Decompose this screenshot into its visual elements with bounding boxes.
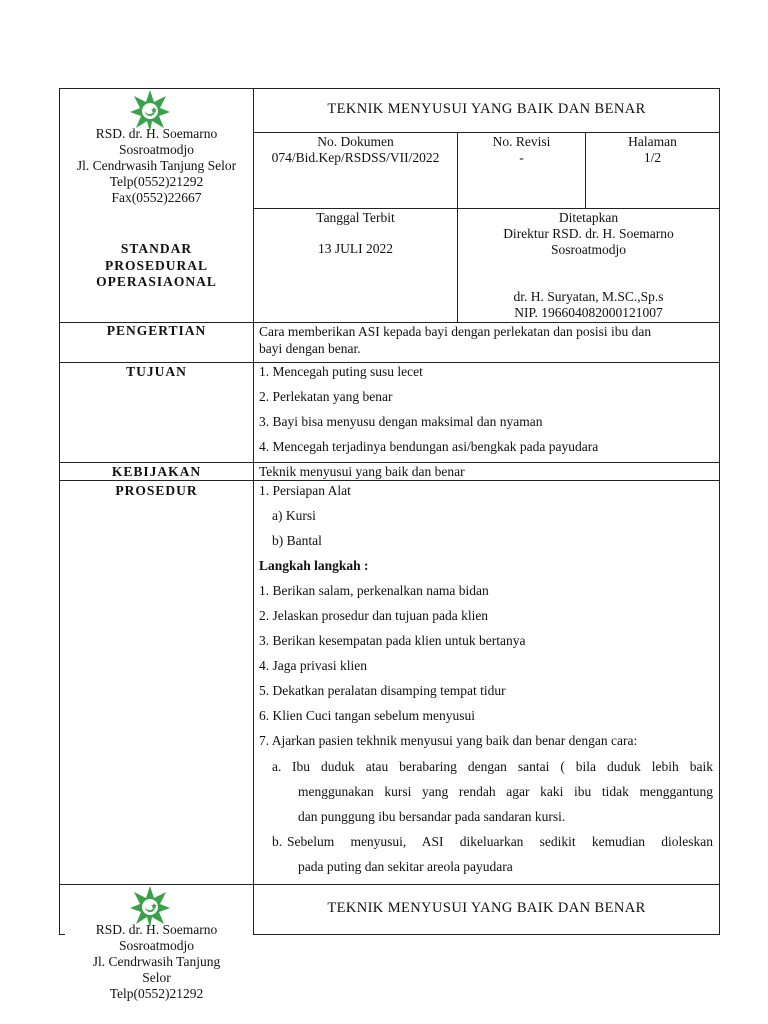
sub-item-b-marker: b. — [272, 834, 283, 849]
table-right-border — [719, 88, 720, 934]
issue-date-cell — [254, 210, 457, 257]
header-line-1 — [253, 132, 720, 133]
alat-item: a) Kursi — [272, 508, 316, 523]
tujuan-label: TUJUAN — [126, 364, 187, 379]
page-number-value: 1/2 — [643, 150, 662, 165]
hospital-name-line1: RSD. dr. H. Soemarno — [95, 126, 218, 141]
pengertian-line1: Cara memberikan ASI kepada bayi dengan perlekatan dan posisi ibu dan — [259, 324, 652, 339]
hospital-info — [60, 126, 253, 206]
row-line-prosedur — [59, 480, 720, 481]
table-left-border — [59, 88, 60, 934]
sop-line2: PROSEDURAL — [104, 257, 208, 273]
doc-number-label: No. Dokumen — [317, 134, 394, 149]
langkah-item: 2. Jelaskan prosedur dan tujuan pada klien — [259, 608, 489, 623]
tujuan-item: 1. Mencegah puting susu lecet — [259, 364, 423, 379]
pengertian-line2: bayi dengan benar. — [259, 341, 361, 356]
signer-nip: NIP. 196604082000121007 — [514, 305, 663, 320]
footer-title: TEKNIK MENYUSUI YANG BAIK DAN BENAR — [327, 900, 646, 916]
footer-hospital-info — [60, 922, 253, 1002]
row-line-kebijakan — [59, 462, 720, 463]
langkah-item: 5. Dekatkan peralatan disamping tempat tidur — [259, 683, 506, 698]
sub-item-a-line1: Ibu duduk atau berabaring dengan santai ( bila duduk lebih baik — [292, 759, 713, 774]
sub-item-a-marker: a. — [272, 759, 282, 774]
signer-name: dr. H. Suryatan, M.SC.,Sp.s — [513, 289, 664, 304]
footer-address-line1: Jl. Cendrwasih Tanjung — [92, 954, 221, 969]
sub-item-b-line2: pada puting dan sekitar areola payudara — [298, 859, 513, 874]
kebijakan-text: Teknik menyusui yang baik dan benar — [259, 464, 465, 479]
director-line1: Direktur RSD. dr. H. Soemarno — [503, 226, 674, 241]
langkah-item: 1. Berikan salam, perkenalkan nama bidan — [259, 583, 489, 598]
page-number-cell — [586, 134, 719, 166]
page-number-label: Halaman — [628, 134, 677, 149]
revision-label: No. Revisi — [492, 134, 551, 149]
doc-number-cell — [254, 134, 457, 166]
revision-value: - — [519, 150, 524, 165]
langkah-item: 6. Klien Cuci tangan sebelum menyusui — [259, 708, 475, 723]
hospital-phone: Telp(0552)21292 — [109, 174, 204, 189]
revision-cell — [458, 134, 585, 166]
persiapan-alat: 1. Persiapan Alat — [259, 483, 351, 498]
langkah-item: 3. Berikan kesempatan pada klien untuk bertanya — [259, 633, 526, 648]
prosedur-label: PROSEDUR — [115, 483, 198, 498]
issue-date-value: 13 JULI 2022 — [318, 241, 393, 256]
sub-item-a-continued — [298, 779, 713, 829]
sub-item-a-text — [292, 754, 713, 779]
langkah-item: 4. Jaga privasi klien — [259, 658, 367, 673]
tujuan-item: 2. Perlekatan yang benar — [259, 389, 393, 404]
sub-item-b-continued — [298, 854, 713, 879]
sop-label — [60, 241, 253, 291]
approval-label: Ditetapkan — [558, 210, 619, 225]
hospital-fax: Fax(0552)22667 — [111, 190, 202, 205]
approval-cell — [458, 210, 719, 321]
alat-item: b) Bantal — [272, 533, 322, 548]
tujuan-item: 3. Bayi bisa menyusu dengan maksimal dan nyaman — [259, 414, 543, 429]
langkah-item: 7. Ajarkan pasien tekhnik menyusui yang baik dan benar dengan cara: — [259, 733, 638, 748]
langkah-title: Langkah langkah : — [259, 558, 369, 573]
kebijakan-label: KEBIJAKAN — [111, 464, 202, 479]
footer-phone: Telp(0552)21292 — [109, 986, 204, 1001]
footer-title-bottom — [253, 934, 720, 935]
doc-number-value: 074/Bid.Kep/RSDSS/VII/2022 — [271, 150, 440, 165]
header-line-2 — [253, 208, 720, 209]
sub-item-b-text — [287, 829, 713, 854]
sop-line3: OPERASIAONAL — [96, 274, 217, 289]
footer-name-line1: RSD. dr. H. Soemarno — [95, 922, 218, 937]
footer-address-line2: Selor — [142, 970, 171, 985]
sop-line1: STANDAR — [120, 241, 193, 256]
hospital-address: Jl. Cendrwasih Tanjung Selor — [76, 158, 237, 173]
hospital-name-line2: Sosroatmodjo — [118, 142, 194, 157]
tujuan-item: 4. Mencegah terjadinya bendungan asi/bengkak pada payudara — [259, 439, 599, 454]
sub-item-a-line3: dan punggung ibu bersandar pada sandaran kursi. — [298, 809, 566, 824]
footer-name-line2: Sosroatmodjo — [118, 938, 194, 953]
sub-item-a-line2: menggunakan kursi yang rendah agar kaki ibu tidak menggantung — [298, 784, 713, 799]
issue-date-label: Tanggal Terbit — [316, 210, 395, 225]
pengertian-label: PENGERTIAN — [106, 323, 207, 338]
row-line-tujuan — [59, 362, 720, 363]
pengertian-text — [259, 323, 715, 357]
sub-item-b-line1: Sebelum menyusui, ASI dikeluarkan sedikit kemudian dioleskan — [287, 834, 713, 849]
page-title: TEKNIK MENYUSUI YANG BAIK DAN BENAR — [327, 101, 646, 117]
director-line2: Sosroatmodjo — [550, 242, 626, 257]
